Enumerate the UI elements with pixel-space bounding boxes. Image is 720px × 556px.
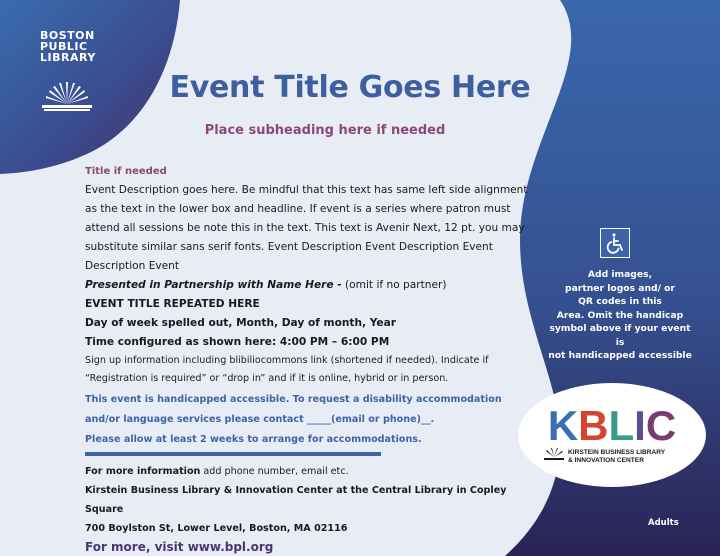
kblic-letter: K (547, 402, 579, 449)
kblic-letters (548, 402, 676, 449)
kblic-tagline-2: & INNOVATION CENTER (568, 457, 644, 464)
more-info-text: add phone number, email etc. (200, 466, 349, 477)
more-info-bold: For more information (85, 466, 201, 477)
side-line: Area. Omit the handicap (556, 309, 684, 321)
accessibility-line: This event is handicapped accessible. To request a disability accommodation (85, 394, 502, 405)
side-line: symbol above if your event is (549, 323, 691, 348)
side-instructions (545, 268, 695, 363)
partnership-line (85, 276, 540, 295)
title-repeated: EVENT TITLE REPEATED HERE (85, 298, 260, 310)
signup-info: Sign up information including blibiliocommons link (shortened if needed). Indicate if “Registration is required” or “drop in” and if it is online, hybrid or in person. (85, 355, 489, 384)
divider (85, 452, 381, 456)
wheelchair-accessible-icon (600, 228, 630, 258)
more-info-line (85, 462, 535, 481)
side-line: not handicapped accessible (548, 350, 692, 361)
location-line: Kirstein Business Library & Innovation Center at the Central Library in Copley Square (85, 485, 507, 515)
kblic-letter: L (608, 402, 635, 449)
kblic-letter: B (578, 402, 609, 449)
event-subheading: Place subheading here if needed (204, 123, 446, 138)
address-line: 700 Boylston St, Lower Level, Boston, MA 02116 (85, 523, 348, 534)
kblic-letter: I (634, 402, 646, 449)
bpl-logo-text (40, 30, 96, 63)
logo-line: PUBLIC (40, 40, 88, 53)
partnership-note: (omit if no partner) (341, 279, 447, 291)
date-line: Day of week spelled out, Month, Day of month, Year (85, 317, 396, 329)
section-title: Title if needed (85, 166, 167, 177)
event-body (85, 162, 540, 388)
time-line: Time configured as shown here: 4:00 PM – 6:00 PM (85, 336, 390, 348)
side-line: partner logos and/ or (565, 282, 675, 294)
accessibility-line: Please allow at least 2 weeks to arrange for accommodations. (85, 434, 422, 445)
event-title: Event Title Goes Here (169, 70, 531, 105)
audience-label: Adults (648, 518, 679, 528)
side-line: Add images, (587, 269, 653, 280)
logo-line: LIBRARY (40, 51, 96, 64)
kblic-logo (517, 382, 707, 488)
side-line: QR codes in this (578, 296, 662, 307)
website-link[interactable]: For more, visit www.bpl.org (85, 540, 274, 554)
event-description: Event Description goes here. Be mindful that this text has same left side alignment as the text in the lower box and headline. If event is a series where patron must attend all sessions be note this in the text. This text is Avenir Next, 12 pt. you may substitute similar sans serif fonts. Event Description Event Description Event Description Event (85, 184, 528, 272)
accessibility-line: and/or language services please contact _____(email or phone)__. (85, 414, 435, 425)
kblic-letter: C (645, 402, 677, 449)
logo-line: BOSTON (40, 29, 95, 42)
contact-info (85, 462, 535, 556)
partnership-bold: Presented in Partnership with Name Here - (85, 279, 342, 291)
accessibility-notice (85, 390, 540, 450)
kblic-tagline-1: KIRSTEIN BUSINESS LIBRARY (568, 449, 666, 456)
